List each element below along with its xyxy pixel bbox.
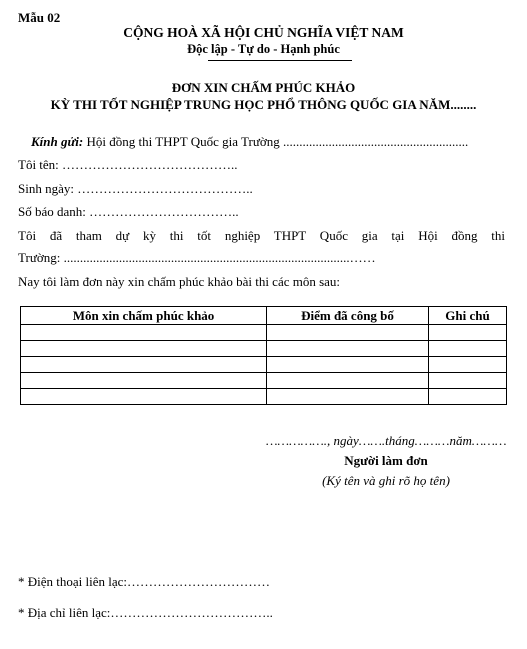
recipient-line [31, 134, 468, 150]
request-statement: Nay tôi làm đơn này xin chấm phúc khảo bài thi các môn sau: [18, 274, 341, 289]
recipient-label: Kính gửi: [31, 134, 84, 149]
signature-note: (Ký tên và ghi rõ họ tên) [322, 473, 450, 488]
recipient-value: Hội đồng thi THPT Quốc gia Trường ......................................................... [83, 134, 469, 149]
table-cell [429, 373, 507, 389]
date-line: ……………., ngày…….tháng………năm……… [266, 433, 507, 448]
national-motto: Độc lập - Tự do - Hạnh phúc [187, 42, 340, 56]
candidate-number-field: Số báo danh: …………………………….. [18, 204, 239, 219]
table-cell [429, 341, 507, 357]
document-title: ĐƠN XIN CHẤM PHÚC KHẢO [171, 80, 356, 95]
address-field: * Địa chỉ liên lạc:……………………………….. [18, 605, 273, 620]
column-header-score: Điểm đã công bố [267, 307, 429, 325]
motto-underline [208, 60, 352, 61]
table-cell [21, 373, 267, 389]
national-heading: CỘNG HOÀ XÃ HỘI CHỦ NGHĨA VIỆT NAM [123, 25, 404, 40]
table-header-row [21, 307, 507, 325]
table-cell [21, 341, 267, 357]
table-cell [267, 389, 429, 405]
form-code: Mẫu 02 [18, 10, 61, 25]
table-cell [21, 389, 267, 405]
name-field: Tôi tên: ………………………………….. [18, 157, 238, 172]
table-row [21, 389, 507, 405]
table-cell [267, 325, 429, 341]
table-cell [21, 325, 267, 341]
document-subtitle: KỲ THI TỐT NGHIỆP TRUNG HỌC PHỔ THÔNG QUỐC GIA NĂM........ [50, 97, 477, 112]
column-header-note: Ghi chú [429, 307, 507, 325]
table-row [21, 341, 507, 357]
table-row [21, 373, 507, 389]
table-cell [429, 389, 507, 405]
table-cell [21, 357, 267, 373]
birthdate-field: Sinh ngày: ………………………………….. [18, 181, 253, 196]
table-cell [267, 373, 429, 389]
exam-statement: Tôi đã tham dự kỳ thi tốt nghiệp THPT Quốc gia tại Hội đồng thi [18, 228, 505, 243]
column-header-subject: Môn xin chấm phúc khảo [21, 307, 267, 325]
signer-title: Người làm đơn [344, 453, 428, 468]
table-cell [267, 357, 429, 373]
table-cell [429, 357, 507, 373]
phone-field: * Điện thoại liên lạc:…………………………… [18, 574, 271, 589]
table-cell [429, 325, 507, 341]
table-cell [267, 341, 429, 357]
table-row [21, 357, 507, 373]
subject-table [20, 306, 507, 405]
school-field: Trường: ........................................................................................…… [18, 250, 376, 265]
table-row [21, 325, 507, 341]
